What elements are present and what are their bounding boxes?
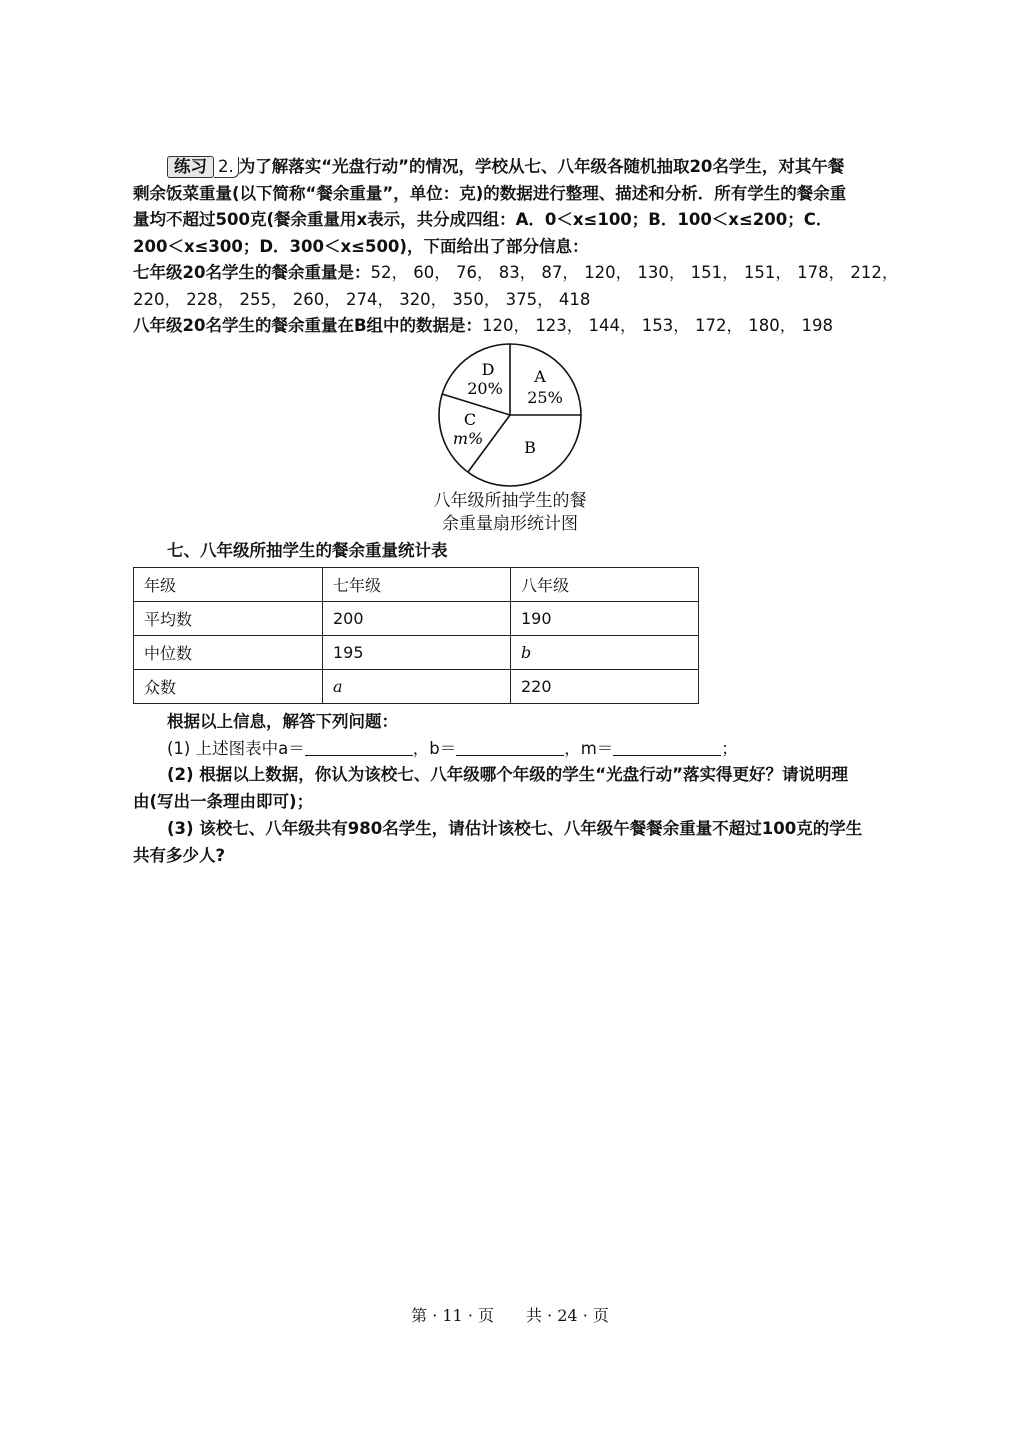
answer-blank-m[interactable]	[613, 737, 721, 756]
slice-d-label: 20%	[467, 379, 503, 398]
problem-text-1: 为了解落实“光盘行动”的情况，学校从七、八年级各随机抽取20名学生，对其午餐	[238, 157, 845, 176]
questions-intro: 根据以上信息，解答下列问题：	[167, 712, 398, 731]
grade8-label: 八年级20名学生的餐余重量在B组中的数据是：	[133, 316, 483, 335]
pie-chart-svg	[435, 340, 585, 490]
pie-caption-line-1: 八年级所抽学生的餐	[433, 491, 587, 511]
grade7-values-1: 52， 60， 76， 83， 87， 120， 130， 151， 151， 178， 212，	[370, 263, 899, 282]
table-title: 七、八年级所抽学生的餐余重量统计表	[167, 541, 448, 560]
table-cell: 200	[323, 602, 511, 636]
table-header-row	[134, 568, 699, 602]
table-row	[134, 636, 699, 670]
grade8-data-line	[133, 313, 893, 339]
slice-a-name: A	[534, 367, 546, 386]
table-cell: b	[511, 636, 699, 670]
table-row	[134, 670, 699, 704]
q1-end: ；	[721, 739, 738, 758]
table-cell: 中位数	[134, 636, 323, 670]
problem-line-1	[133, 154, 893, 180]
q1-m-label: ，m＝	[564, 739, 614, 758]
table-header-cell: 八年级	[511, 568, 699, 602]
grade7-label: 七年级20名学生的餐余重量是：	[133, 263, 371, 282]
slice-b-name: B	[524, 438, 536, 457]
slice-d-name: D	[481, 360, 495, 379]
table-cell: a	[323, 670, 511, 704]
table-cell: 195	[323, 636, 511, 670]
answer-blank-a[interactable]	[305, 737, 413, 756]
question-2-line-1: (2) 根据以上数据，你认为该校七、八年级哪个年级的学生“光盘行动”落实得更好？请说明理	[167, 765, 848, 784]
answer-blank-b[interactable]	[456, 737, 564, 756]
q1-b-label: ，b＝	[412, 739, 457, 758]
slice-c-name: C	[463, 410, 477, 429]
slice-a-label: 25%	[527, 388, 563, 407]
question-3-line-1: (3) 该校七、八年级共有980名学生，请估计该校七、八年级午餐餐余重量不超过100克的学生	[167, 819, 863, 838]
problem-line-4: 200＜x≤300；D．300＜x≤500)，下面给出了部分信息：	[133, 237, 589, 256]
question-1	[133, 736, 927, 762]
table-cell: 190	[511, 602, 699, 636]
table-header-cell: 七年级	[323, 568, 511, 602]
page-footer: 第 · 11 · 页 共 · 24 · 页	[411, 1306, 609, 1325]
table-header-cell: 年级	[134, 568, 323, 602]
table-cell: 众数	[134, 670, 323, 704]
question-2-line-2: 由(写出一条理由即可)；	[133, 792, 314, 811]
table-row	[134, 602, 699, 636]
problem-line-3: 量均不超过500克(餐余重量用x表示，共分成四组：A．0＜x≤100；B．100＜x≤200；C．	[133, 210, 833, 229]
slice-c-label: m%	[452, 429, 484, 448]
problem-line-2: 剩余饭菜重量(以下简称“餐余重量”，单位：克)的数据进行整理、描述和分析．所有学生的餐余重	[133, 184, 847, 203]
question-number: 2.	[214, 157, 239, 178]
grade8-values: 120， 123， 144， 153， 172， 180， 198	[482, 316, 833, 335]
stats-table	[133, 567, 699, 704]
table-cell: 220	[511, 670, 699, 704]
question-3-line-2: 共有多少人?	[133, 846, 226, 865]
grade7-values-2: 220， 228， 255， 260， 274， 320， 350， 375， 418	[133, 290, 591, 309]
q1-prefix: (1) 上述图表中a＝	[167, 739, 305, 758]
grade7-data-line	[133, 260, 899, 286]
pie-caption-line-2: 余重量扇形统计图	[442, 514, 578, 534]
table-cell: 平均数	[134, 602, 323, 636]
practice-tag: 练习	[167, 156, 214, 178]
pie-chart	[435, 340, 585, 490]
